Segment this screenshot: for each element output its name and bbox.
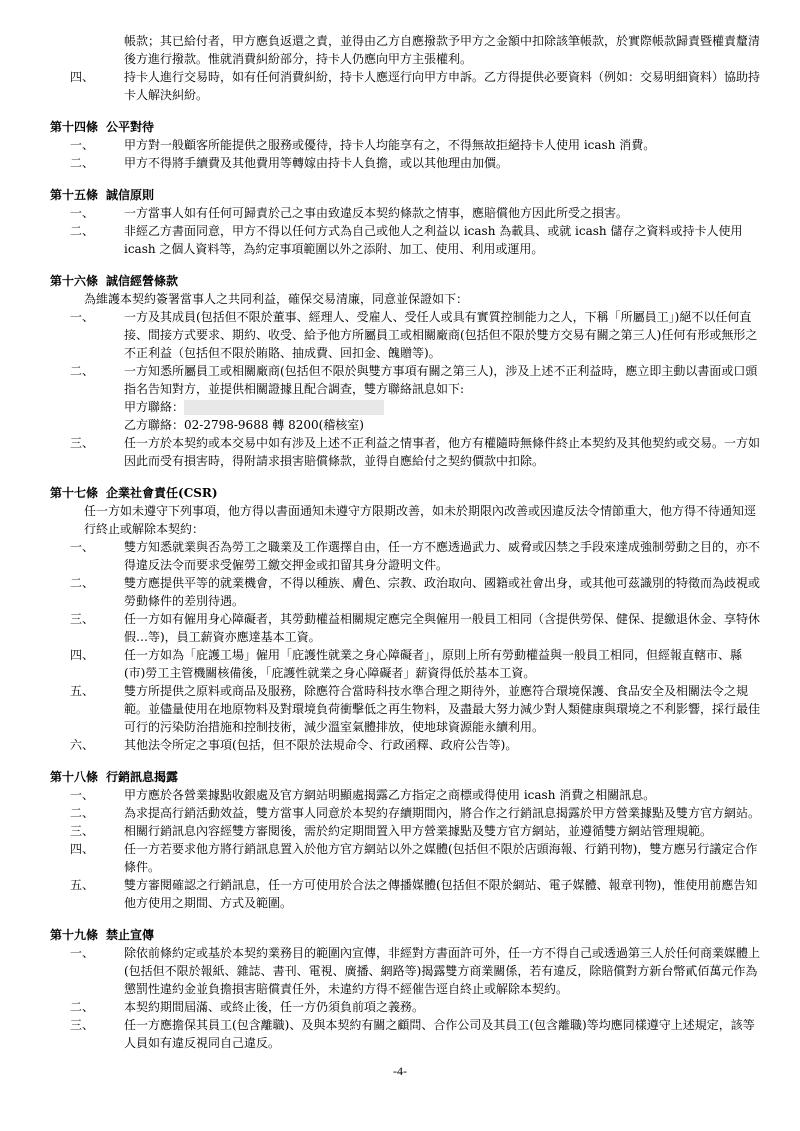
article-number: 第十六條 — [50, 274, 99, 288]
article-number: 第十四條 — [50, 120, 99, 134]
clause-text: 雙方知悉就業與否為勞工之職業及工作選擇自由，任一方不應透過武力、威脅或囚禁之手段來達成強制勞動之目的，亦不得違反法令而要求受僱勞工繳交押金或扣留其身分證明文件。 — [124, 540, 761, 572]
article-heading — [50, 272, 760, 290]
clause-number: 一、 — [70, 138, 95, 152]
clause-item — [70, 822, 760, 840]
clause-text: 甲方不得將手續費及其他費用等轉嫁由持卡人負擔，或以其他理由加價。 — [124, 156, 509, 170]
clause-number: 一、 — [70, 788, 95, 802]
clause-text: 一方知悉所屬員工或相關廠商(包括但不限於與雙方事項有關之第三人)，涉及上述不正利益時，應立即主動以書面或口頭指名告知對方，並提供相關證據且配合調查，雙方聯絡訊息如下: — [124, 364, 758, 396]
clause-item — [70, 786, 760, 804]
clause-number: 四、 — [70, 648, 95, 662]
article-heading — [50, 186, 760, 204]
contact-label: 甲方聯絡： — [124, 400, 185, 414]
clause-item — [70, 68, 760, 104]
contact-party-b: 乙方聯絡：02-2798-9688 轉 8200(稽核室) — [124, 418, 364, 432]
clause-number: 六、 — [70, 738, 95, 752]
clause-text: 雙方應提供平等的就業機會，不得以種族、膚色、宗教、政治取向、國籍或社會出身，或其他可茲識別的特徵而為歧視或勞動條件的差別待遇。 — [124, 576, 761, 608]
clause-number: 一、 — [70, 946, 95, 960]
clause-number: 三、 — [70, 1018, 95, 1032]
redacted-field — [184, 400, 384, 415]
clause-item — [70, 434, 760, 470]
article-title: 行銷訊息揭露 — [106, 770, 179, 784]
document-body — [0, 32, 760, 1052]
clause-item — [70, 736, 760, 754]
clause-text: 一方及其成員(包括但不限於董事、經理人、受雇人、受任人或具有實質控制能力之人，下稱「所屬員工」)絕不以任何直接、間接方式要求、期約、收受、給予他方所屬員工或相關廠商(包括但不限於雙方交易有關之第三人)任何有形或無形之不正利益（包括但不限於賄賂、抽成費、回扣金、餽贈等)。 — [124, 310, 758, 360]
clause-item — [70, 362, 760, 398]
clause-number: 二、 — [70, 364, 95, 378]
clause-number: 三、 — [70, 612, 95, 626]
article-number: 第十八條 — [50, 770, 99, 784]
article-intro: 任一方如未遵守下列事項，他方得以書面通知未遵守方限期改善，如未於期限內改善或因違反法令情節重大，他方得不待通知逕行終止或解除本契約： — [84, 504, 757, 536]
clause-text: 持卡人進行交易時，如有任何消費糾紛，持卡人應逕行向甲方申訴。乙方得提供必要資料（例如：交易明細資料）協助持卡人解決糾紛。 — [124, 70, 761, 102]
clause-text: 相關行銷訊息內容經雙方審閱後，需於約定期間置入甲方營業據點及雙方官方網站，並遵循雙方網站管理規範。 — [124, 824, 713, 838]
clause-item — [70, 308, 760, 362]
clause-item — [70, 998, 760, 1016]
clause-number: 一、 — [70, 540, 95, 554]
article-intro: 為維護本契約簽署當事人之共同利益，確保交易清廉，同意並保證如下： — [84, 292, 469, 306]
page-number: -4- — [393, 1064, 407, 1078]
article-heading — [50, 768, 760, 786]
clause-text: 為求提高行銷活動效益，雙方當事人同意於本契約存續期間內，將合作之行銷訊息揭露於甲方營業據點及雙方官方網站。 — [124, 806, 761, 820]
clause-text: 任一方於本契約或本交易中如有涉及上述不正利益之情事者，他方有權隨時無條件終止本契約及其他契約或交易。一方如因此而受有損害時，得附請求損害賠償條款，並得自應給付之契約價款中扣除。 — [124, 436, 761, 468]
clause-text: 雙方審閱確認之行銷訊息，任一方可使用於合法之傳播媒體(包括但不限於網站、電子媒體、報章刊物)，惟使用前應告知他方使用之期間、方式及範圍。 — [124, 878, 758, 910]
clause-text: 甲方應於各營業據點收銀處及官方網站明顯處揭露乙方指定之商標或得使用 icash 消費之相關訊息。 — [124, 788, 656, 802]
article-title: 禁止宣傳 — [106, 928, 155, 942]
article-number: 第十五條 — [50, 188, 99, 202]
clause-text: 任一方如有僱用身心障礙者，其勞動權益相關規定應完全與僱用一般員工相同（含提供勞保、健保、提繳退休金、享特休假…等)，員工薪資亦應達基本工資。 — [124, 612, 761, 644]
clause-number: 五、 — [70, 684, 95, 698]
clause-item — [70, 610, 760, 646]
contact-block — [124, 398, 760, 434]
clause-number: 三、 — [70, 436, 95, 450]
clause-text: 雙方所提供之原料或商品及服務，除應符合當時科技水準合理之期待外，並應符合環境保護、食品安全及相關法令之規範。並儘量使用在地原物料及對環境負荷衝擊低之再生物料，及盡最大努力減少對人類健康與環境之不利影響，採行最佳可行的污染防治措施和控制技術，減少溫室氣體排放，使地球資源能永續利用。 — [124, 684, 761, 734]
contact-party-a — [124, 398, 760, 416]
clause-number: 一、 — [70, 206, 95, 220]
clause-item — [70, 204, 760, 222]
clause-number: 五、 — [70, 878, 95, 892]
clause-item — [70, 804, 760, 822]
clause-number: 二、 — [70, 156, 95, 170]
clause-item — [70, 646, 760, 682]
article-number: 第十七條 — [50, 486, 99, 500]
article-heading — [50, 926, 760, 944]
clause-item — [70, 136, 760, 154]
clause-text: 除依前條約定或基於本契約業務目的範圍內宣傳，非經對方書面許可外，任一方不得自己或透過第三人於任何商業媒體上(包括但不限於報紙、雜誌、書刊、電視、廣播、網路等)揭露雙方商業關係，若有違反，除賠償對方新台幣貳佰萬元作為懲罰性違約金並負擔損害賠償責任外，未違約方得不經催告逕自終止或解除本契約。 — [124, 946, 761, 996]
clause-text: 任一方應擔保其員工(包含離職)、及與本契約有關之顧問、合作公司及其員工(包含離職)等均應同樣遵守上述規定，該等人員如有違反視同自己違反。 — [124, 1018, 755, 1050]
clause-number: 二、 — [70, 1000, 95, 1014]
clause-text: 其他法令所定之事項(包括，但不限於法規命令、行政函釋、政府公告等)。 — [124, 738, 518, 752]
clause-text: 任一方如為「庇護工場」僱用「庇護性就業之身心障礙者」，原則上所有勞動權益與一般員工相同，但經報直轄市、縣(市)勞工主管機關核備後，「庇護性就業之身心障礙者」薪資得低於基本工資。 — [124, 648, 743, 680]
clause-text: 甲方對一般顧客所能提供之服務或優待，持卡人均能享有之，不得無故拒絕持卡人使用 icash 消費。 — [124, 138, 656, 152]
clause-item — [70, 944, 760, 998]
clause-number: 二、 — [70, 806, 95, 820]
clause-item — [70, 1016, 760, 1052]
clause-item — [70, 574, 760, 610]
clause-number: 二、 — [70, 224, 95, 238]
clause-number: 三、 — [70, 824, 95, 838]
article-heading — [50, 118, 760, 136]
clause-text: 一方當事人如有任何可歸責於己之事由致違反本契約條款之情事，應賠償他方因此所受之損害。 — [124, 206, 629, 220]
continued-paragraph: 帳款；其已給付者，甲方應負返還之責，並得由乙方自應撥款予甲方之金額中扣除該筆帳款，於實際帳款歸責暨權責釐清後方進行撥款。惟就消費糾紛部分，持卡人仍應向甲方主張權利。 — [124, 34, 761, 66]
clause-item — [70, 154, 760, 172]
article-title: 企業社會責任(CSR) — [106, 486, 218, 500]
clause-text: 本契約期間屆滿、或終止後，任一方仍須負前項之義務。 — [124, 1000, 425, 1014]
article-title: 公平對待 — [106, 120, 155, 134]
clause-item — [70, 682, 760, 736]
clause-item — [70, 538, 760, 574]
article-number: 第十九條 — [50, 928, 99, 942]
clause-item — [70, 876, 760, 912]
clause-number: 四、 — [70, 842, 95, 856]
article-title: 誠信原則 — [106, 188, 155, 202]
clause-text: 任一方若要求他方將行銷訊息置入於他方官方網站以外之媒體(包括但不限於店頭海報、行銷刊物)，雙方應另行議定合作條件。 — [124, 842, 758, 874]
clause-item — [70, 840, 760, 876]
article-title: 誠信經營條款 — [106, 274, 179, 288]
clause-number: 四、 — [70, 70, 95, 84]
clause-text: 非經乙方書面同意，甲方不得以任何方式為自己或他人之利益以 icash 為載具、或就 icash 儲存之資料或持卡人使用 icash 之個人資料等，為約定事項範圍以外之添附、加工、使用、利用或運用。 — [124, 224, 743, 256]
clause-item — [70, 222, 760, 258]
clause-number: 二、 — [70, 576, 95, 590]
article-heading — [50, 484, 760, 502]
clause-number: 一、 — [70, 310, 95, 324]
